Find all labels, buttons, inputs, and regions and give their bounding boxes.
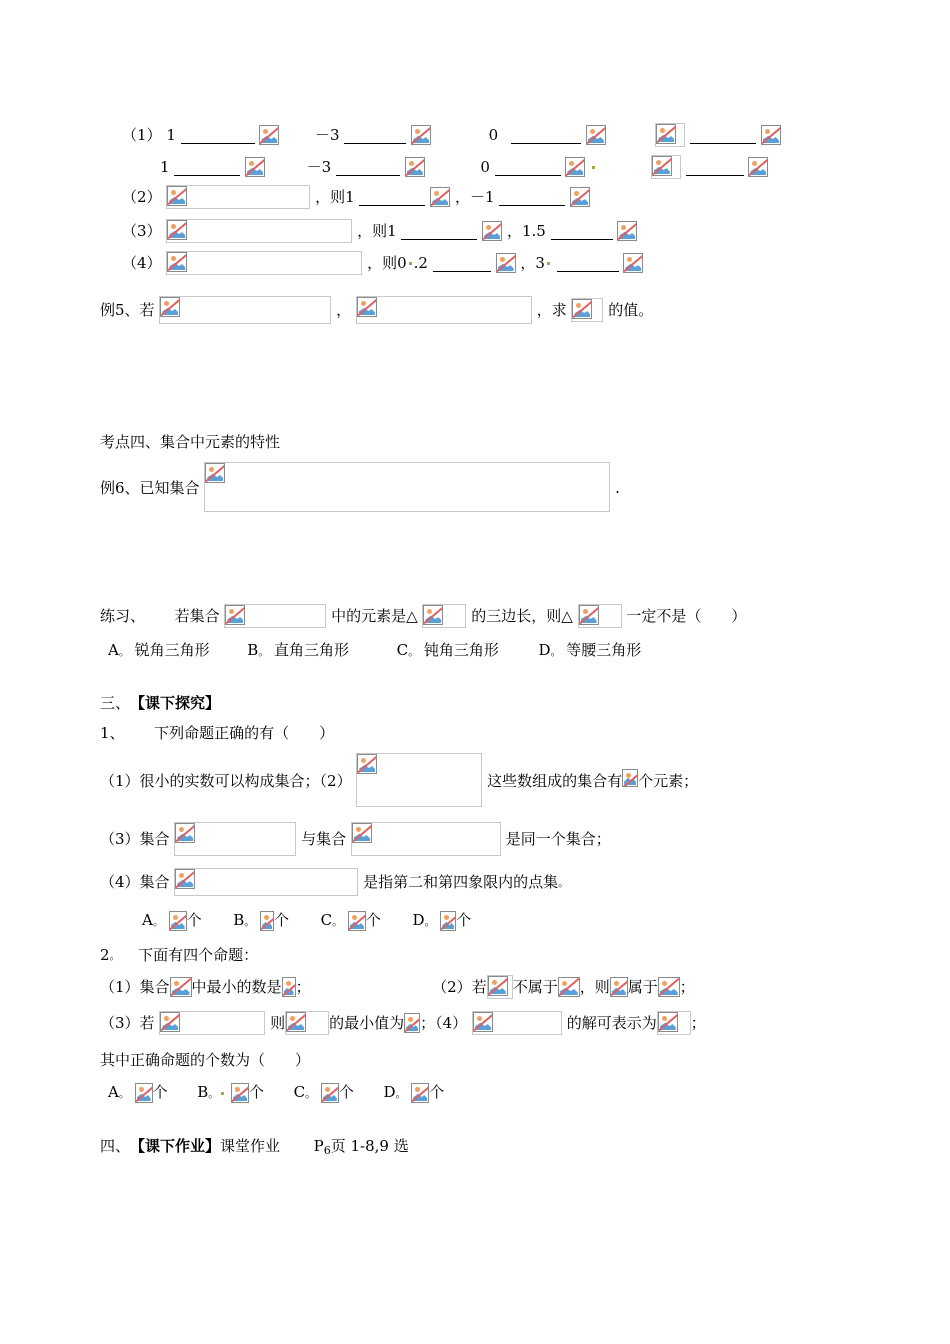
image-placeholder-icon: [610, 977, 628, 997]
image-placeholder-icon: [623, 253, 643, 273]
q1-r1-val3: 0: [488, 126, 499, 144]
practice-options: [108, 638, 641, 662]
practice-prefix: 练习、: [100, 607, 146, 625]
section-3-heading: [100, 690, 220, 714]
exercise-2-count: [100, 1047, 310, 1071]
example-6: [100, 462, 620, 512]
q2-label: （2）: [122, 188, 162, 206]
q3-sep: ，1.5: [507, 222, 546, 240]
exercise-1-options: [142, 908, 471, 932]
image-placeholder-icon: [558, 977, 580, 997]
formula-image: [224, 604, 326, 628]
formula-image: [651, 155, 681, 179]
option-c[interactable]: C。 个: [320, 911, 381, 929]
image-placeholder-icon: [617, 221, 637, 241]
image-placeholder-icon: [411, 125, 431, 145]
q3-label: （3）: [122, 222, 162, 240]
e1-s4b: 是指第二和第四象限内的点集: [363, 873, 559, 891]
q4-label: （4）: [122, 254, 162, 272]
formula-image: [166, 251, 362, 275]
e2-r2e: ；: [679, 978, 695, 996]
formula-image: [174, 868, 358, 896]
option-d[interactable]: D。 个: [383, 1083, 445, 1101]
sec4-page-rest: 页 1-8,9 选: [330, 1137, 409, 1155]
formula-image: [422, 604, 466, 628]
answer-blank[interactable]: [511, 131, 581, 144]
formula-image: [356, 296, 532, 324]
q1-r2-val2: －3: [306, 158, 332, 176]
formula-image: [356, 753, 482, 807]
q1-row1: [122, 122, 781, 146]
formula-image: [166, 219, 352, 243]
q4-sep: ，3: [520, 254, 545, 272]
formula-image: [487, 975, 513, 999]
q4-row: [122, 250, 643, 274]
image-placeholder-icon: [405, 157, 425, 177]
q2-row: [122, 184, 590, 208]
formula-image: [472, 1011, 562, 1035]
formula-image: [285, 1011, 329, 1035]
option-b[interactable]: B。 个: [197, 1083, 265, 1101]
q2-sep: ，－1: [455, 188, 495, 206]
answer-blank[interactable]: [359, 193, 425, 206]
practice-row: [100, 603, 746, 627]
image-placeholder-icon: [622, 769, 638, 787]
e2-stem: 下面有四个命题：: [138, 946, 259, 964]
q3-then: ，则1: [357, 222, 397, 240]
answer-blank[interactable]: [433, 259, 491, 272]
exercise-2-options: [108, 1080, 444, 1104]
e1-num: 1、: [100, 724, 125, 742]
e2-r3a: （3）若: [100, 1014, 155, 1032]
dot-mark: [592, 166, 595, 169]
ex5-prefix: 例5、若: [100, 301, 155, 319]
q4-then-b: .2: [413, 254, 428, 272]
option-a[interactable]: A。 个: [142, 911, 202, 929]
image-placeholder-icon: [570, 187, 590, 207]
sec4-title-b: 【课下作业】: [130, 1137, 221, 1155]
exercise-2-r3: [100, 1010, 706, 1038]
e2-r2b: 不属于: [512, 978, 558, 996]
e2-num: 2: [100, 946, 110, 964]
e2-r2d: 属于: [627, 978, 658, 996]
q4-then: ，则0: [367, 254, 407, 272]
image-placeholder-icon: [761, 125, 781, 145]
e2-r1a: （1）集合: [100, 978, 170, 996]
q2-then: ，则1: [315, 188, 355, 206]
sec3-title-b: 【课下探究】: [130, 694, 221, 712]
answer-blank[interactable]: [344, 131, 406, 144]
e1-s1b: 这些数组成的集合有: [487, 772, 623, 790]
image-placeholder-icon: [748, 157, 768, 177]
exercise-1-s1: [100, 753, 698, 807]
section-heading: [100, 429, 280, 453]
q1-r2-val1: 1: [160, 158, 170, 176]
formula-image: [657, 1011, 691, 1035]
answer-blank[interactable]: [557, 259, 619, 272]
q3-row: [122, 218, 637, 242]
e2-r1c: ；: [295, 978, 311, 996]
example-5: [100, 296, 653, 320]
formula-image: [655, 123, 685, 147]
answer-blank[interactable]: [551, 227, 613, 240]
e2-r3c: 的最小值为: [329, 1014, 405, 1032]
e1-s3a: （3）集合: [100, 830, 170, 848]
formula-image: [166, 185, 310, 209]
option-a[interactable]: A。 锐角三角形: [108, 641, 210, 659]
ex6-prefix: 例6、已知集合: [100, 479, 200, 497]
section-4-heading: [100, 1133, 409, 1157]
option-a[interactable]: A。 个: [108, 1083, 168, 1101]
dot-mark: [547, 262, 550, 265]
image-placeholder-icon: [430, 187, 450, 207]
image-placeholder-icon: [170, 977, 192, 997]
sec3-title-a: 三、: [100, 694, 131, 712]
formula-image: [351, 822, 501, 856]
e2-r3f: ；: [690, 1014, 706, 1032]
option-d[interactable]: D。 等腰三角形: [538, 641, 642, 659]
image-placeholder-icon: [496, 253, 516, 273]
e2-r3b: 则: [270, 1014, 286, 1032]
sec4-title-a: 四、: [100, 1137, 131, 1155]
image-placeholder-icon: [565, 157, 585, 177]
q1-row2: [160, 154, 768, 178]
practice-p2: 中的元素是△: [331, 607, 418, 625]
sec4-page-sub: 6: [323, 1144, 331, 1157]
e2-r2c: ，则: [579, 978, 610, 996]
option-b[interactable]: B。 直角三角形: [247, 641, 350, 659]
image-placeholder-icon: [245, 157, 265, 177]
answer-blank[interactable]: [174, 163, 240, 176]
answer-blank[interactable]: [690, 131, 756, 144]
formula-image: [159, 296, 331, 324]
exercise-2-stem: 2。 下面有四个命题：: [100, 942, 258, 966]
q1-r1-val1: 1: [166, 126, 176, 144]
option-b[interactable]: B。 个: [233, 911, 290, 929]
image-placeholder-icon: [282, 977, 296, 997]
q1-r2-val3: 0: [480, 158, 490, 176]
answer-blank[interactable]: [181, 131, 255, 144]
formula-image: [578, 604, 622, 628]
exercise-2-r1: [100, 974, 695, 998]
formula-image: [159, 1011, 265, 1035]
formula-image: [174, 822, 296, 856]
e1-stem: 下列命题正确的有（ ）: [154, 724, 335, 742]
formula-image: [204, 462, 610, 512]
exercise-1-s4: （4）集合 是指第二和第四象限内的点集。: [100, 868, 569, 896]
e2-r3e: 的解可表示为: [566, 1014, 657, 1032]
image-placeholder-icon: [404, 1013, 420, 1033]
e2-r3d: ；（4）: [420, 1014, 468, 1032]
sec4-page-ref: P: [313, 1137, 324, 1155]
image-placeholder-icon: [259, 125, 279, 145]
answer-blank[interactable]: [336, 163, 400, 176]
answer-blank[interactable]: [401, 227, 477, 240]
q1-label: （1）: [122, 126, 162, 144]
exercise-1-s3: [100, 822, 611, 856]
ex6-suffix: .: [615, 479, 620, 497]
e1-s3b: 与集合: [301, 830, 347, 848]
ex5-suffix: 的值。: [608, 301, 654, 319]
dot-mark: [409, 262, 412, 265]
practice-p1: 若集合: [174, 607, 220, 625]
image-placeholder-icon: [658, 977, 680, 997]
e2-r1b: 中最小的数是: [191, 978, 282, 996]
practice-p4: 一定不是（ ）: [626, 607, 747, 625]
e1-s3c: 是同一个集合；: [505, 830, 611, 848]
option-c[interactable]: C。 个: [293, 1083, 354, 1101]
e1-s1c: 个元素；: [638, 772, 699, 790]
option-c[interactable]: C。 钝角三角形: [396, 641, 499, 659]
answer-blank[interactable]: [686, 163, 744, 176]
e2-r2a: （2）若: [432, 978, 487, 996]
e2-count: 其中正确命题的个数为（ ）: [100, 1051, 311, 1069]
answer-blank[interactable]: [495, 163, 561, 176]
exercise-1-stem: [100, 720, 334, 744]
option-d[interactable]: D。 个: [412, 911, 472, 929]
e1-s1a: （1）很小的实数可以构成集合；（2）: [100, 772, 352, 790]
e1-s4a: （4）集合: [100, 873, 170, 891]
image-placeholder-icon: [586, 125, 606, 145]
answer-blank[interactable]: [499, 193, 565, 206]
sec4-rest: 课堂作业: [220, 1137, 281, 1155]
image-placeholder-icon: [482, 221, 502, 241]
formula-image: [571, 298, 603, 322]
q1-r1-val2: －3: [315, 126, 340, 144]
ex5-comma1: ，: [336, 301, 352, 319]
kd4-title: 考点四、集合中元素的特性: [100, 433, 281, 451]
ex5-comma2: ，求: [536, 301, 567, 319]
practice-p3: 的三边长，则△: [471, 607, 573, 625]
